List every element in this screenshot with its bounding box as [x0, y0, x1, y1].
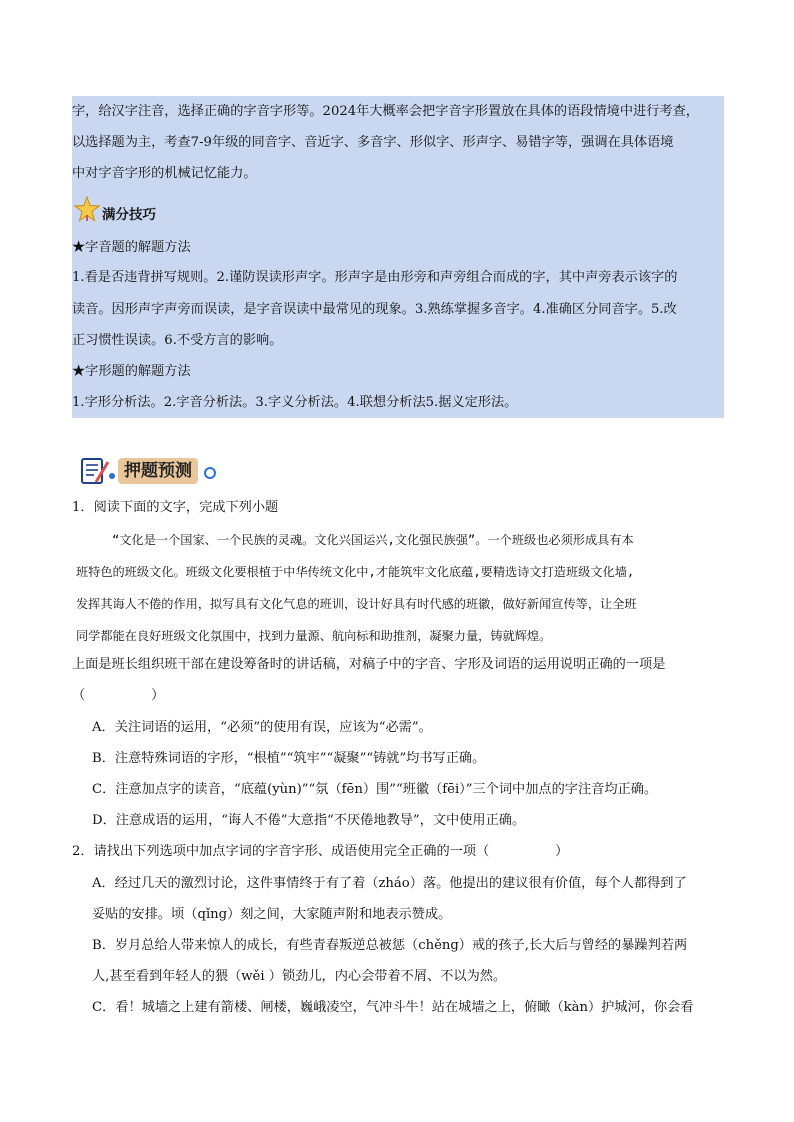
tips-heading: 满分技巧 — [102, 207, 156, 223]
option-b: B．注意特殊词语的字形，“根植”“筑牢”“凝聚”“铸就”均书写正确。 — [92, 751, 486, 766]
question-1-prompt: 上面是班长组织班干部在建设筹备时的讲话稿，对稿子中的字音、字形及词语的运用说明正确的一项是 — [72, 657, 666, 672]
option-a: A．关注词语的运用，“必须”的使用有误，应该为“必需”。 — [92, 720, 432, 735]
pron-method-line: 读音。因形声字声旁而误读，是字音误读中最常见的现象。3.熟练掌握多音字。4.准确区分同音字。5.改 — [72, 302, 677, 317]
option-b-cont: 人,甚至看到年轻人的猥（wěi ）锁劲儿，内心会带着不屑、不以为然。 — [92, 969, 507, 984]
accent-dot — [204, 467, 216, 479]
passage-line: 班特色的班级文化。班级文化要根植于中华传统文化中,才能筑牢文化底蕴,要精选诗文打造班级文化墙, — [76, 565, 635, 579]
intro-line: 中对字音字形的机械记忆能力。 — [72, 166, 257, 181]
pron-method-line: 1.看是否违背拼写规则。2.谨防误读形声字。形声字是由形旁和声旁组合而成的字，其中声旁表示该字的 — [72, 270, 678, 285]
exam-prediction-title: 押题预测 — [118, 458, 198, 484]
option-b: B．岁月总给人带来惊人的成长，有些青春叛逆总被惩（chěng）戒的孩子,长大后与曾经的暴躁判若两 — [92, 938, 688, 953]
answer-blank: （ ） — [72, 688, 165, 703]
question-2-stem: 2．请找出下列选项中加点字词的字音字形、成语使用完全正确的一项（ ） — [72, 844, 569, 859]
notebook-pen-icon — [80, 456, 120, 486]
pron-method-heading: ★字音题的解题方法 — [72, 240, 191, 255]
star-icon — [74, 196, 100, 222]
pron-method-line: 正习惯性误读。6.不受方言的影响。 — [72, 333, 283, 348]
option-c: C．注意加点字的读音，“底蕴(yùn)”“氛（fēn）围”“班徽（fēi）”三个词中加点的字注音均正确。 — [92, 782, 658, 797]
option-a-cont: 妥贴的安排。顷（qǐng）刻之间，大家随声附和地表示赞成。 — [92, 907, 452, 922]
shape-method-line: 1.字形分析法。2.字音分析法。3.字义分析法。4.联想分析法5.据义定形法。 — [72, 395, 518, 410]
intro-line: 以选择题为主，考查7-9年级的同音字、音近字、多音字、形似字、形声字、易错字等，强调在具体语境 — [72, 135, 674, 150]
passage-line: 同学都能在良好班级文化氛围中，找到力量源、航向标和助推剂，凝聚力量，铸就辉煌。 — [76, 629, 552, 643]
passage-line: “文化是一个国家、一个民族的灵魂。文化兴国运兴,文化强民族强”。一个班级也必须形成具有本 — [112, 533, 634, 547]
question-1-stem: 1．阅读下面的文字，完成下列小题 — [72, 500, 279, 515]
option-d: D．注意成语的运用，“诲人不倦”大意指“不厌倦地教导”，文中使用正确。 — [92, 813, 526, 828]
passage-line: 发挥其诲人不倦的作用，拟写具有文化气息的班训，设计好具有时代感的班徽，做好新闻宣传等，让全班 — [76, 597, 637, 611]
option-c: C．看！城墙之上建有箭楼、闸楼，巍峨凌空，气冲斗牛！站在城墙之上，俯瞰（kàn）护城河，你会看 — [92, 1000, 694, 1015]
option-a: A．经过几天的激烈讨论，这件事情终于有了着（zháo）落。他提出的建议很有价值，每个人都得到了 — [92, 876, 687, 891]
intro-line: 字，给汉字注音，选择正确的字音字形等。2024年大概率会把字音字形置放在具体的语段情境中进行考查， — [72, 104, 699, 119]
shape-method-heading: ★字形题的解题方法 — [72, 364, 191, 379]
